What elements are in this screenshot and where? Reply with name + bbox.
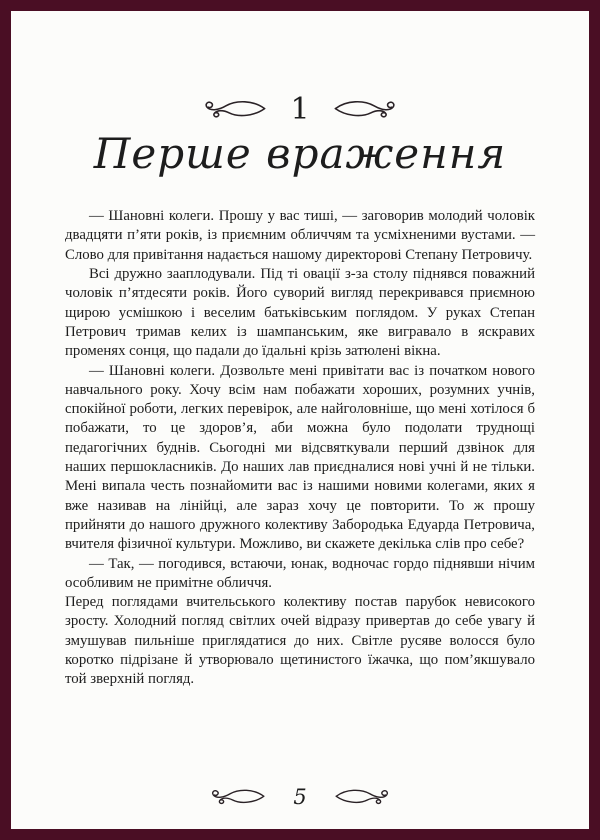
page-footer: [11, 785, 589, 809]
paragraph: — Шановні колеги. Дозвольте мені привітати вас із початком нового навчального року. Хочу всім нам побажати хороших, розумних учнів, спокійної роботи, легких перевірок, але найголовніше, що мені хотілося б побажати, то це здоров’я, аби можна було подолати труднощі педагогічних буднів. Сьогодні ми відсвяткували перший дзвінок для наших першокласників. До наших лав приєдналися нові учні й не тільки. Мені випала честь познайомити вас із нашими новими колегами, яких я вже називав на лінійці, але зараз хочу це повторити. То ж прошу прийняти до нашого дружного колективу Забородька Едуарда Петровича, вчителя фізичної культури. Можливо, ви скажете декілька слів про себе?: [65, 362, 535, 553]
page-number: 5: [293, 785, 307, 809]
paragraph: Перед поглядами вчительського колективу постав парубок невисокого зросту. Холодний погляд світлих очей відразу привертав до себе увагу й змушував пильніше приглядатися до них. Світле русяве волосся було коротко підрізане й утворювало щетинистого їжачка, що пом’якшувало той зверхній погляд.: [65, 594, 535, 688]
body-text: [65, 207, 535, 689]
scroll-flourish-icon: [334, 98, 398, 122]
chapter-title: Перше враження: [93, 129, 507, 178]
paragraph: — Шановні колеги. Прошу у вас тиші, — заговорив молодий чоловік двадцяти п’яти років, із приємним обличчям та усміхненими вустами. — Слово для привітання надається нашому директорові Степану Петровичу.: [65, 208, 535, 263]
scroll-flourish-icon: [202, 98, 266, 122]
chapter-number: 1: [290, 92, 310, 127]
scroll-flourish-icon: [209, 787, 265, 808]
scroll-flourish-icon: [335, 787, 391, 808]
paragraph: — Так, — погодився, встаючи, юнак, водночас гордо піднявши нічим особливим не примітне обличчя.: [65, 555, 535, 591]
chapter-header: [11, 92, 589, 127]
book-page: [11, 11, 589, 829]
paragraph: Всі дружно зааплодували. Під ті овації з-за столу піднявся поважний чоловік п’ятдесяти років. Його суворий вигляд перекривався приємною щирою усмішкою і веселим батьківським поглядом. У руках Степан Петрович тримав келих із шампанським, яке вигравало в яскравих променях сонця, що падали до їдальні крізь затюлені вікна.: [65, 266, 535, 360]
